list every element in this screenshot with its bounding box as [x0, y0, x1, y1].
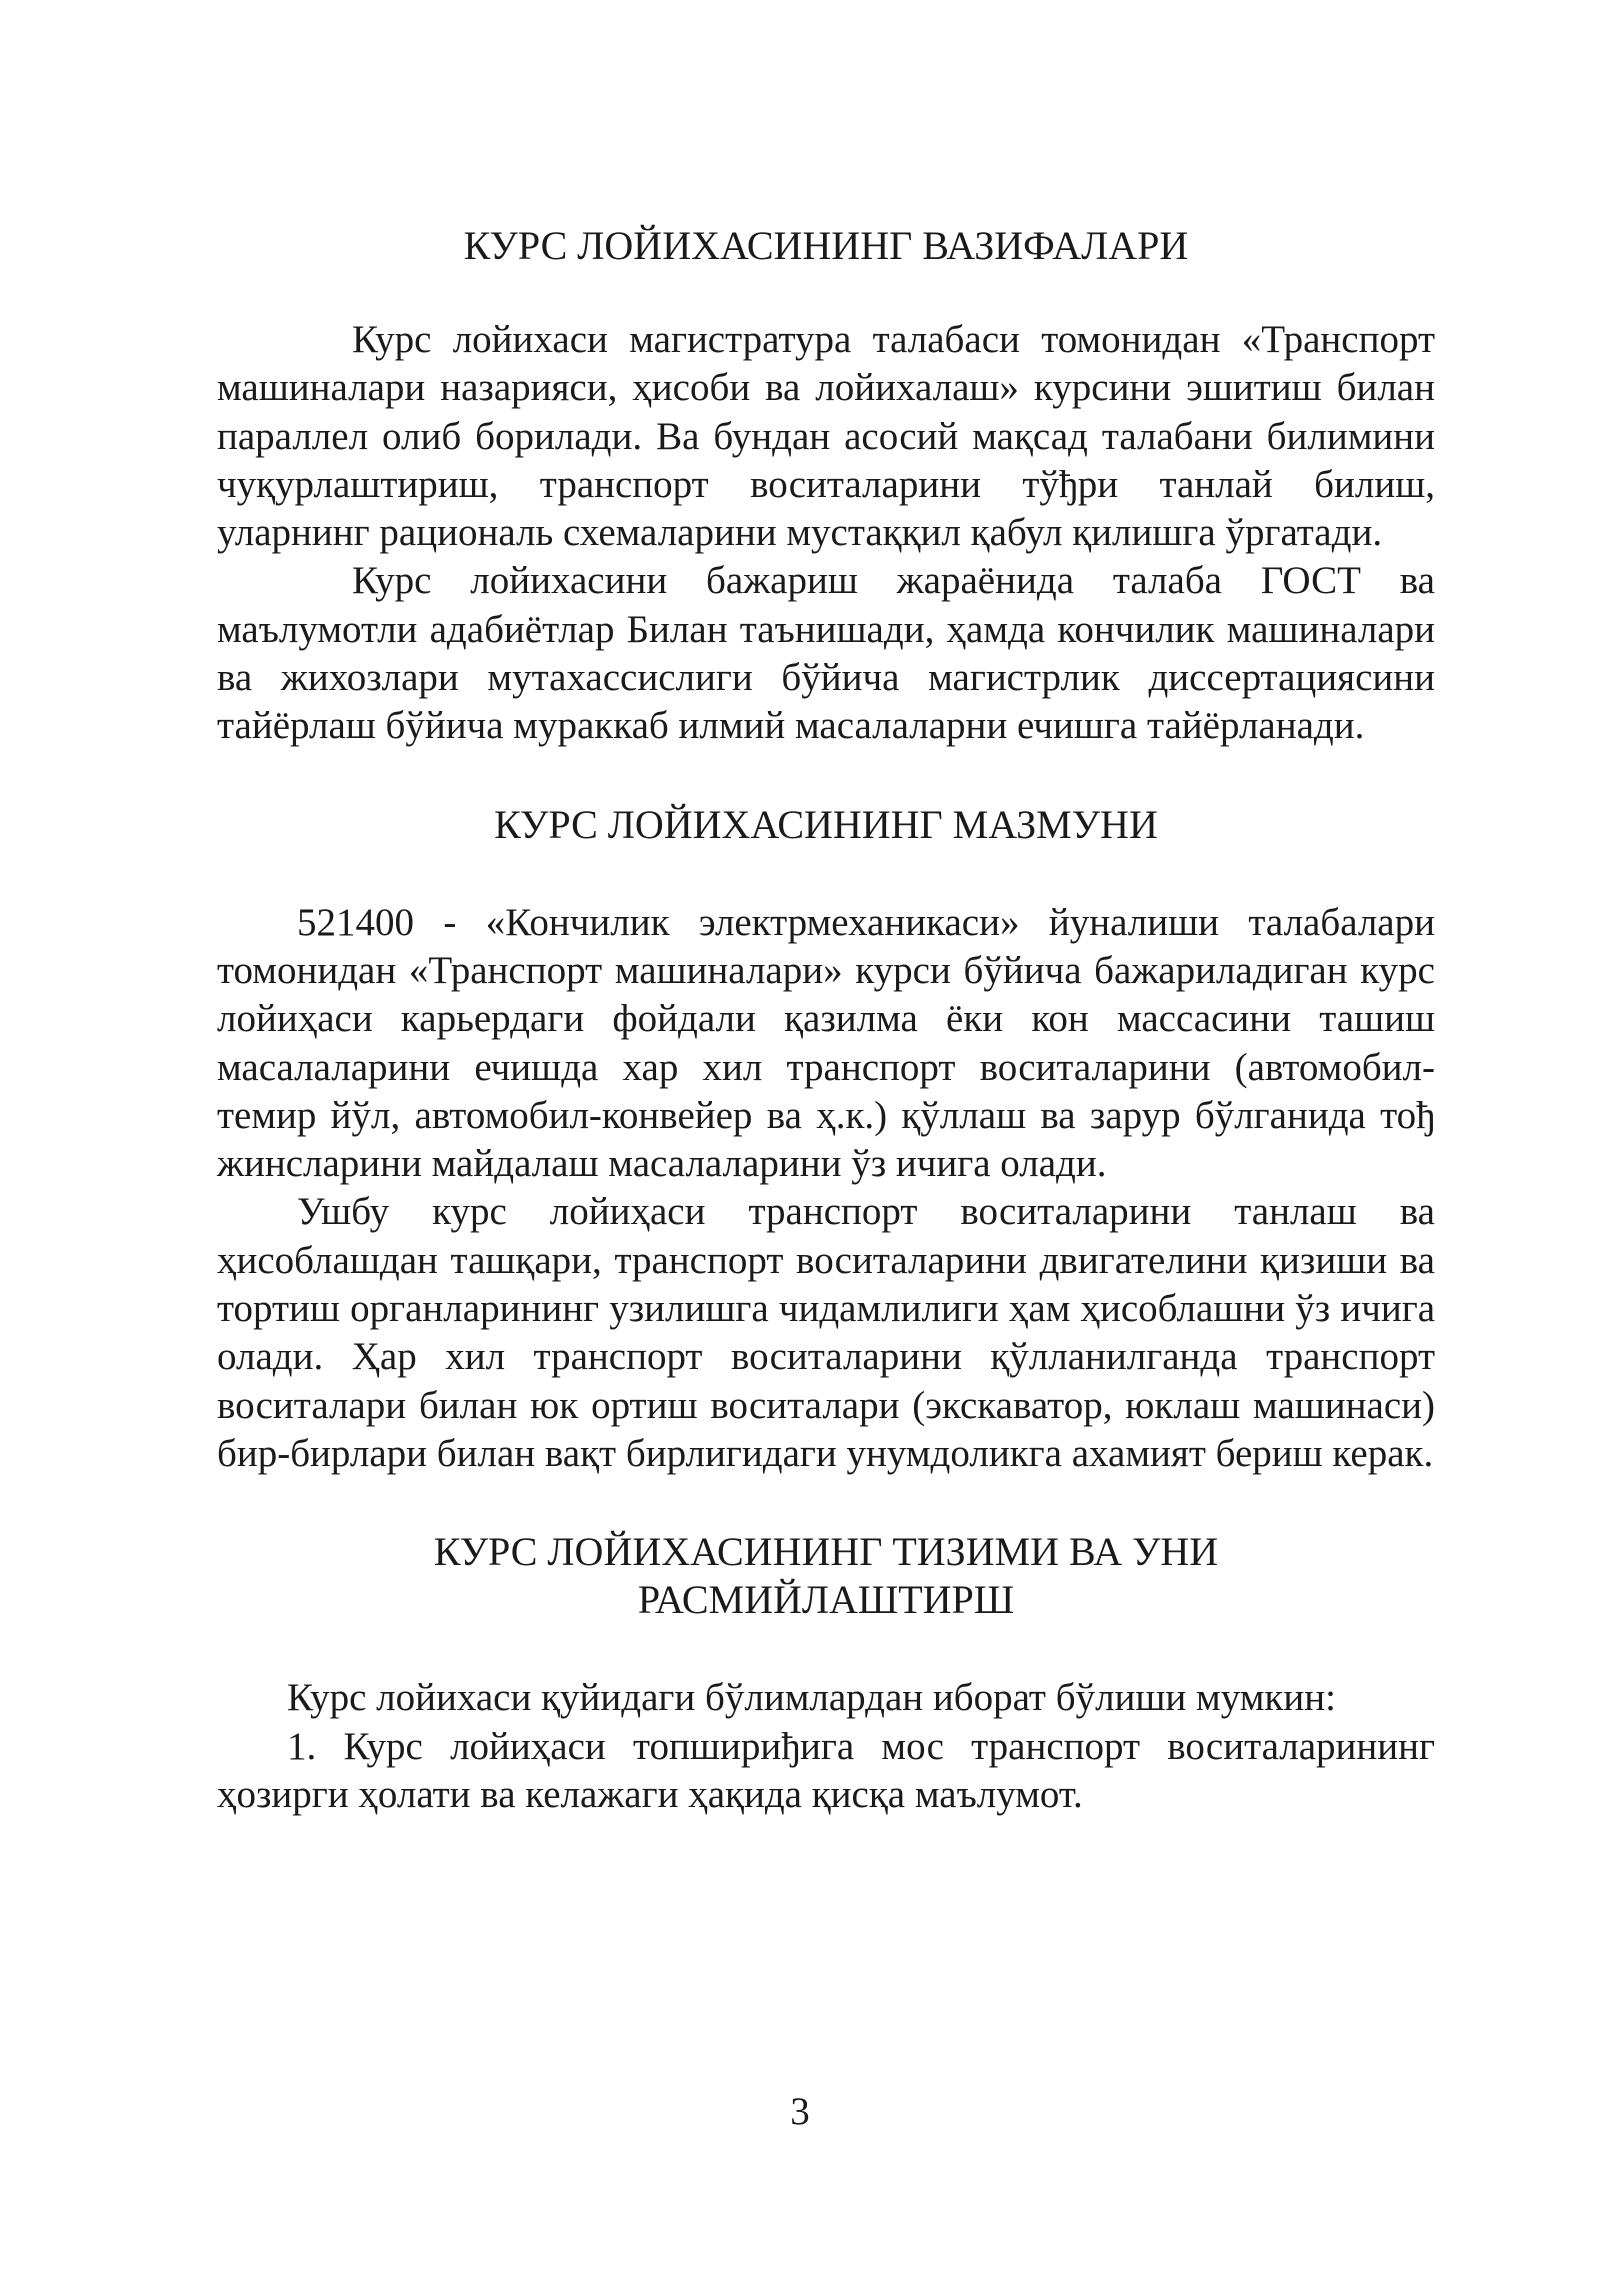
paragraph-structure-intro: Курс лойихаси қуйидаги бўлимлардан иборат бўлиши мумкин: [287, 1676, 1336, 1720]
section-heading-tasks: КУРС ЛОЙИХАСИНИНГ ВАЗИФАЛАРИ [463, 223, 1189, 268]
section-heading-structure [217, 1528, 1435, 1624]
paragraph-content-2: Ушбу курс лойиҳаси транспорт воситаларини танлаш ва ҳисоблашдан ташқари, транспорт воситаларини двигателини қизиши ва тортиш органларининг узилишга чидамлилиги ҳам ҳисоблашни ўз ичига олади. Ҳар хил транспорт воситаларини қўлланилганда транспорт воситалари билан юк ортиш воситалари (экскаватор, юклаш машинаси) бир-бирлари билан вақт бирлигидаги унумдоликга ахамият бериш керак. [217, 1190, 1435, 1475]
paragraph-tasks-1: Курс лойихаси магистратура талабаси томонидан «Транспорт машиналари назарияси, ҳисоби ва лойихалаш» курсини эшитиш билан параллел олиб борилади. Ва бундан асосий мақсад талабани билимини чуқурлаштириш, транспорт воситаларини тўђри танлай билиш, уларнинг рациональ схемаларини мустаққил қабул қилишга ўргатади. [217, 318, 1435, 555]
paragraph-content-1: 521400 - «Кончилик электрмеханикаси» йуналиши талабалари томонидан «Транспорт машиналари» курси бўйича бажариладиган курс лойиҳаси карьердаги фойдали қазилма ёки кон массасини ташиш масалаларини ечишда хар хил транспорт воситаларини (автомобил-темир йўл, автомобил-конвейер ва ҳ.к.) қўллаш ва зарур бўлганида тођ жинсларини майдалаш масалаларини ўз ичига олади. [217, 900, 1435, 1186]
page-number: 3 [790, 2090, 810, 2133]
paragraph-tasks-2: Курс лойихасини бажариш жараёнида талаба ГОСТ ва маълумотли адабиётлар Билан таънишади, ҳамда кончилик машиналари ва жихозлари мутахассислиги бўйича магистрлик диссертациясини тайёрлаш бўйича мураккаб илмий масалаларни ечишга тайёрланади. [217, 559, 1435, 748]
section-heading-structure-line2: РАСМИЙЛАШТИРШ [637, 1577, 1015, 1623]
page-content [217, 222, 1435, 1819]
paragraph-structure-item-1: 1. Курс лойиҳаси топшириђига мос транспорт воситаларининг ҳозирги ҳолати ва келажаги ҳақида қисқа маълумот. [217, 1724, 1435, 1816]
section-heading-structure-line1: КУРС ЛОЙИХАСИНИНГ ТИЗИМИ ВА УНИ [433, 1529, 1219, 1575]
section-heading-content: КУРС ЛОЙИХАСИНИНГ МАЗМУНИ [494, 801, 1158, 847]
